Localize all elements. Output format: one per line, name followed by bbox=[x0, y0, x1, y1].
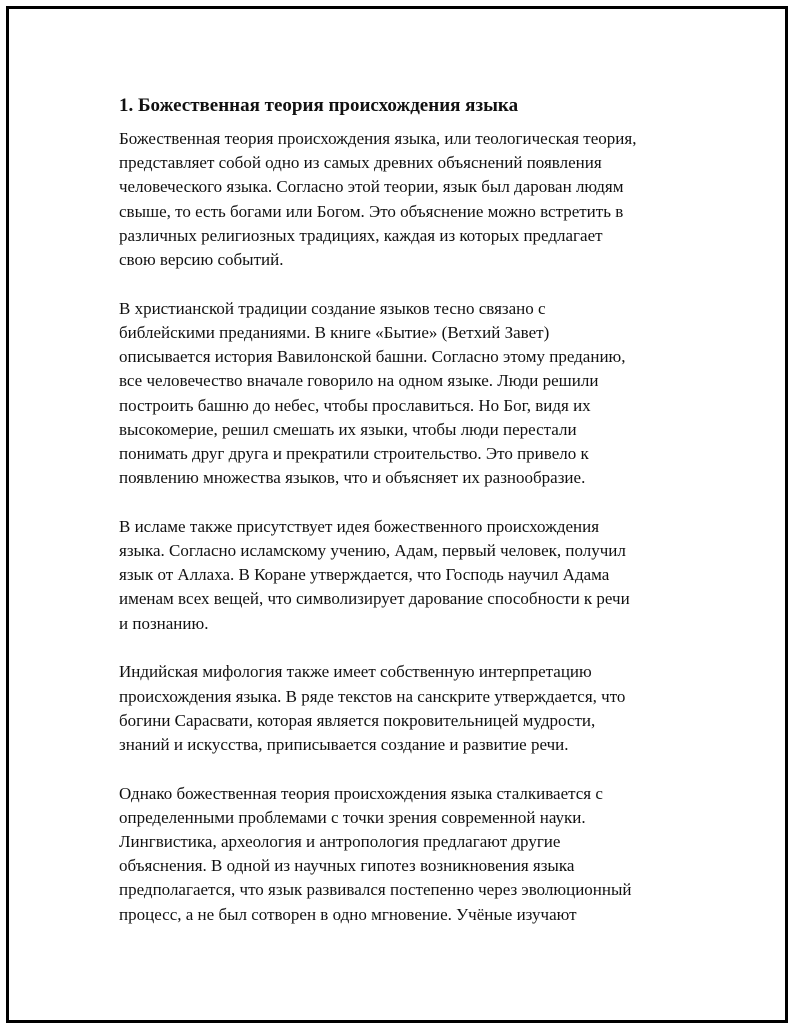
text-line: происхождения языка. В ряде текстов на санскрите утверждается, что bbox=[119, 686, 626, 706]
paragraphs-container bbox=[119, 127, 699, 927]
text-line: В исламе также присутствует идея божественного происхождения bbox=[119, 516, 600, 536]
section-heading: 1. Божественная теория происхождения языка bbox=[119, 95, 519, 116]
paragraph bbox=[119, 782, 699, 927]
text-line: библейскими преданиями. В книге «Бытие» (Ветхий Завет) bbox=[119, 322, 550, 342]
paragraph bbox=[119, 297, 699, 491]
text-line: появлению множества языков, что и объясняет их разнообразие. bbox=[119, 468, 586, 488]
text-line: построить башню до небес, чтобы прославиться. Но Бог, видя их bbox=[119, 395, 591, 415]
text-line: Индийская мифология также имеет собственную интерпретацию bbox=[119, 662, 592, 682]
text-line: высокомерие, решил смешать их языки, чтобы люди перестали bbox=[119, 419, 577, 439]
paragraph bbox=[119, 515, 699, 636]
text-line: Однако божественная теория происхождения языка сталкивается с bbox=[119, 783, 603, 803]
paragraph bbox=[119, 127, 699, 272]
text-line: именам всех вещей, что символизирует дарование способности к речи bbox=[119, 589, 630, 609]
text-line: язык от Аллаха. В Коране утверждается, что Господь научил Адама bbox=[119, 565, 610, 585]
text-line: свою версию событий. bbox=[119, 250, 284, 270]
text-line: предполагается, что язык развивался постепенно через эволюционный bbox=[119, 880, 632, 900]
text-line: свыше, то есть богами или Богом. Это объяснение можно встретить в bbox=[119, 201, 624, 221]
text-line: представляет собой одно из самых древних объяснений появления bbox=[119, 153, 602, 173]
text-line: определенными проблемами с точки зрения современной науки. bbox=[119, 807, 586, 827]
text-line: все человечество вначале говорило на одном языке. Люди решили bbox=[119, 371, 599, 391]
paragraph bbox=[119, 660, 699, 757]
text-line: различных религиозных традициях, каждая из которых предлагает bbox=[119, 225, 603, 245]
text-line: В христианской традиции создание языков тесно связано с bbox=[119, 298, 546, 318]
text-line: языка. Согласно исламскому учению, Адам, первый человек, получил bbox=[119, 541, 626, 561]
text-line: Божественная теория происхождения языка, или теологическая теория, bbox=[119, 129, 637, 148]
text-line: Лингвистика, археология и антропология предлагают другие bbox=[119, 832, 561, 852]
text-line: знаний и искусства, приписывается создание и развитие речи. bbox=[119, 734, 569, 754]
text-line: понимать друг друга и прекратили строительство. Это привело к bbox=[119, 443, 589, 463]
text-line: процесс, а не был сотворен в одно мгновение. Учёные изучают bbox=[119, 904, 577, 924]
document-page bbox=[6, 6, 788, 1023]
text-line: и познанию. bbox=[119, 613, 209, 633]
document-content bbox=[119, 93, 699, 951]
text-line: богини Сарасвати, которая является покровительницей мудрости, bbox=[119, 710, 596, 730]
text-line: объяснения. В одной из научных гипотез возникновения языка bbox=[119, 856, 575, 876]
text-line: человеческого языка. Согласно этой теории, язык был дарован людям bbox=[119, 177, 624, 197]
text-line: описывается история Вавилонской башни. Согласно этому преданию, bbox=[119, 347, 626, 367]
